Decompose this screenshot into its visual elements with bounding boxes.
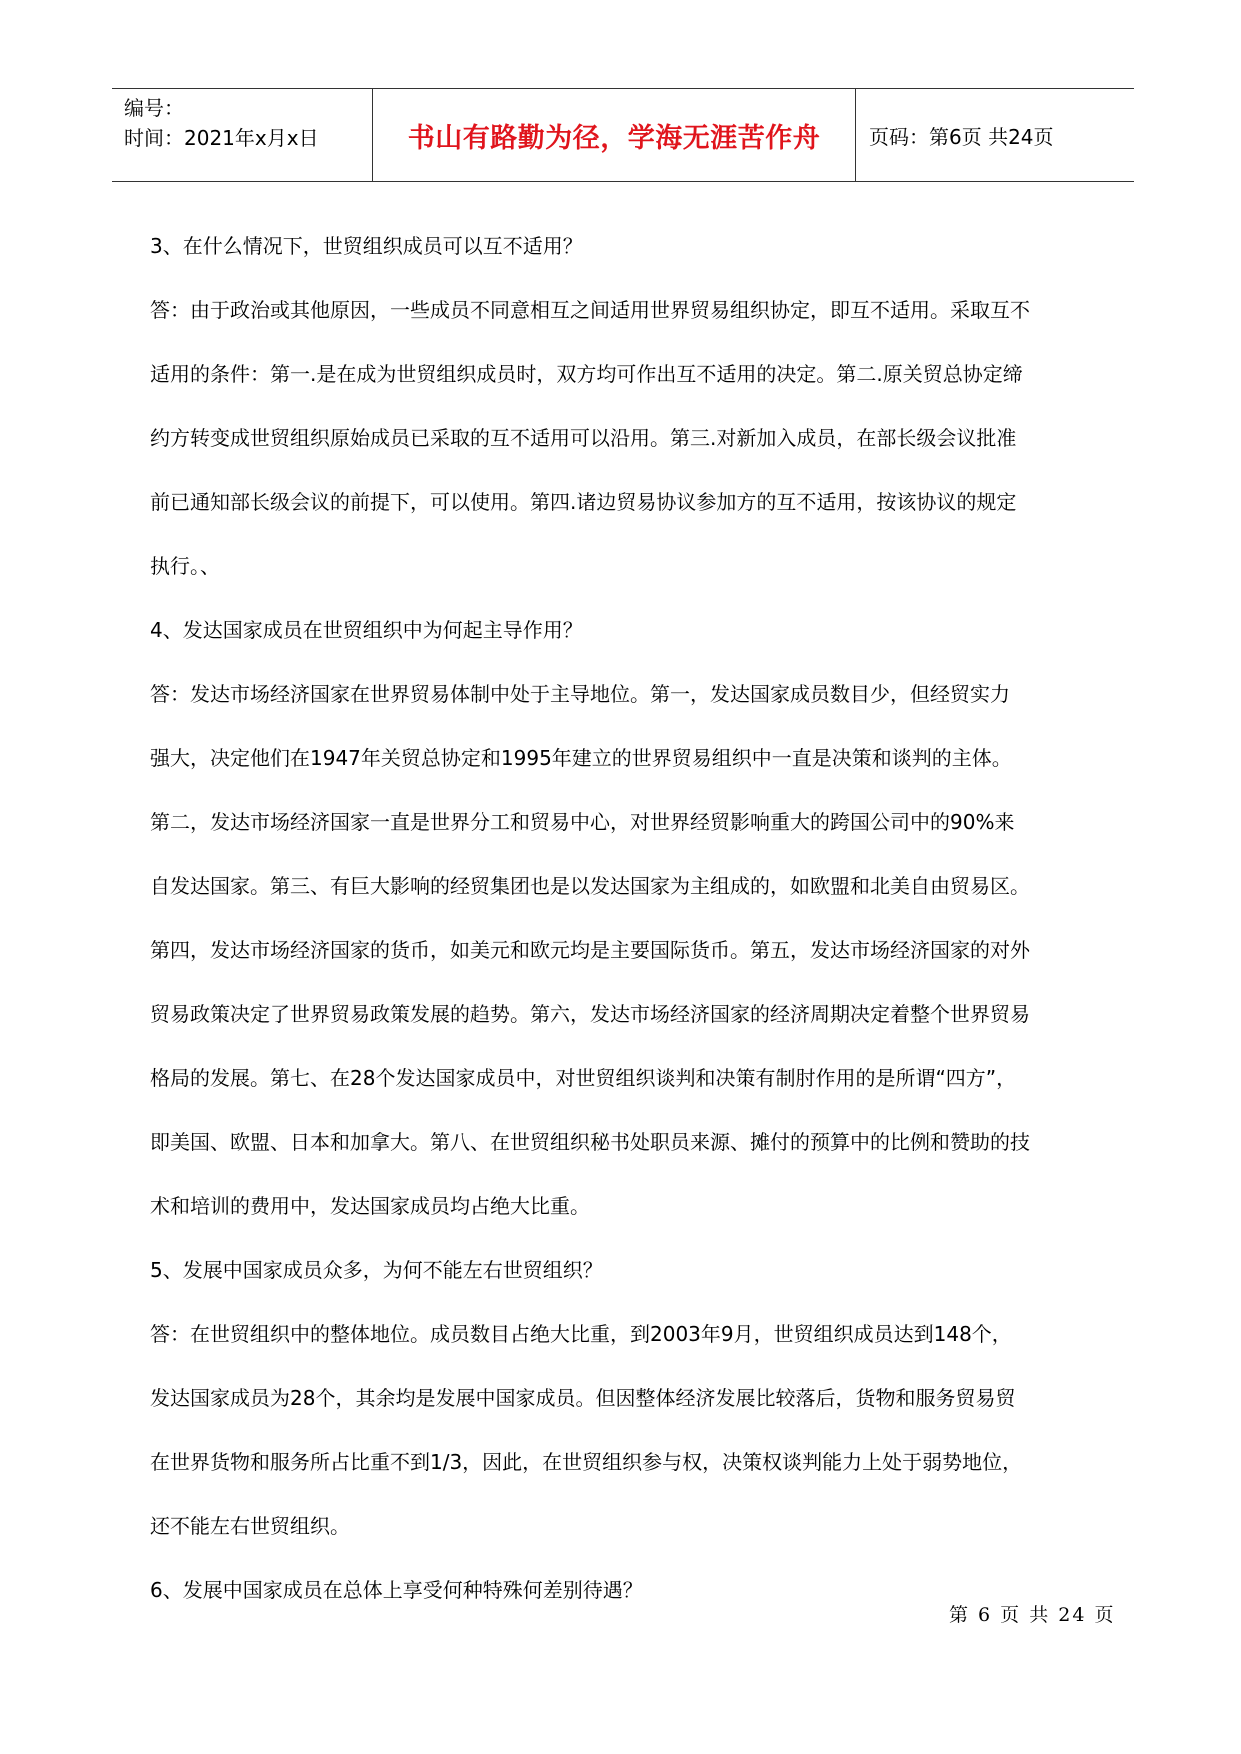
header-divider [372,89,373,181]
text-line: 术和培训的费用中，发达国家成员均占绝大比重。 [150,1194,590,1218]
text-line: 自发达国家。第三、有巨大影响的经贸集团也是以发达国家为主组成的，如欧盟和北美自由贸易区。 [150,874,1030,898]
text-line: 6、发展中国家成员在总体上享受何种特殊何差别待遇？ [150,1578,643,1602]
text-line: 适用的条件：第一.是在成为世贸组织成员时，双方均可作出互不适用的决定。第二.原关贸总协定缔 [150,362,1023,386]
header-divider [855,89,856,181]
page-header [112,88,1134,182]
number-label: 编号： [124,96,184,120]
text-line: 答：在世贸组织中的整体地位。成员数目占绝大比重，到2003年9月，世贸组织成员达到148个， [150,1322,1012,1346]
text-line: 前已通知部长级会议的前提下，可以使用。第四.诸边贸易协议参加方的互不适用，按该协议的规定 [150,490,1017,514]
time-label: 时间：2021年x月x日 [124,126,319,150]
text-line: 执行。、 [150,554,220,578]
text-line: 在世界货物和服务所占比重不到1/3，因此，在世贸组织参与权，决策权谈判能力上处于弱势地位， [150,1450,1023,1474]
text-line: 强大，决定他们在1947年关贸总协定和1995年建立的世界贸易组织中一直是决策和谈判的主体。 [150,746,1012,770]
page-footer: 第 6 页 共 24 页 [949,1604,1116,1626]
text-line: 贸易政策决定了世界贸易政策发展的趋势。第六，发达市场经济国家的经济周期决定着整个世界贸易 [150,1002,1030,1026]
header-page-code: 页码：第6页 共24页 [869,124,1054,149]
text-line: 还不能左右世贸组织。 [150,1514,350,1538]
header-meta [124,93,319,153]
text-line: 5、发展中国家成员众多，为何不能左右世贸组织？ [150,1258,603,1282]
text-line: 约方转变成世贸组织原始成员已采取的互不适用可以沿用。第三.对新加入成员，在部长级会议批准 [150,426,1017,450]
text-line: 第二，发达市场经济国家一直是世界分工和贸易中心，对世界经贸影响重大的跨国公司中的90%来 [150,810,1015,834]
text-line: 即美国、欧盟、日本和加拿大。第八、在世贸组织秘书处职员来源、摊付的预算中的比例和赞助的技 [150,1130,1030,1154]
text-line: 答：发达市场经济国家在世界贸易体制中处于主导地位。第一，发达国家成员数目少，但经贸实力 [150,682,1010,706]
header-motto: 书山有路勤为径，学海无涯苦作舟 [407,122,821,154]
text-line: 3、在什么情况下，世贸组织成员可以互不适用？ [150,234,583,258]
text-line: 4、发达国家成员在世贸组织中为何起主导作用？ [150,618,583,642]
text-line: 发达国家成员为28个，其余均是发展中国家成员。但因整体经济发展比较落后，货物和服务贸易贸 [150,1386,1016,1410]
text-line: 答：由于政治或其他原因，一些成员不同意相互之间适用世界贸易组织协定，即互不适用。采取互不 [150,298,1030,322]
text-line: 第四，发达市场经济国家的货币，如美元和欧元均是主要国际货币。第五，发达市场经济国家的对外 [150,938,1030,962]
document-body [150,214,1110,1622]
text-line: 格局的发展。第七、在28个发达国家成员中，对世贸组织谈判和决策有制肘作用的是所谓“四方”， [150,1066,1017,1090]
